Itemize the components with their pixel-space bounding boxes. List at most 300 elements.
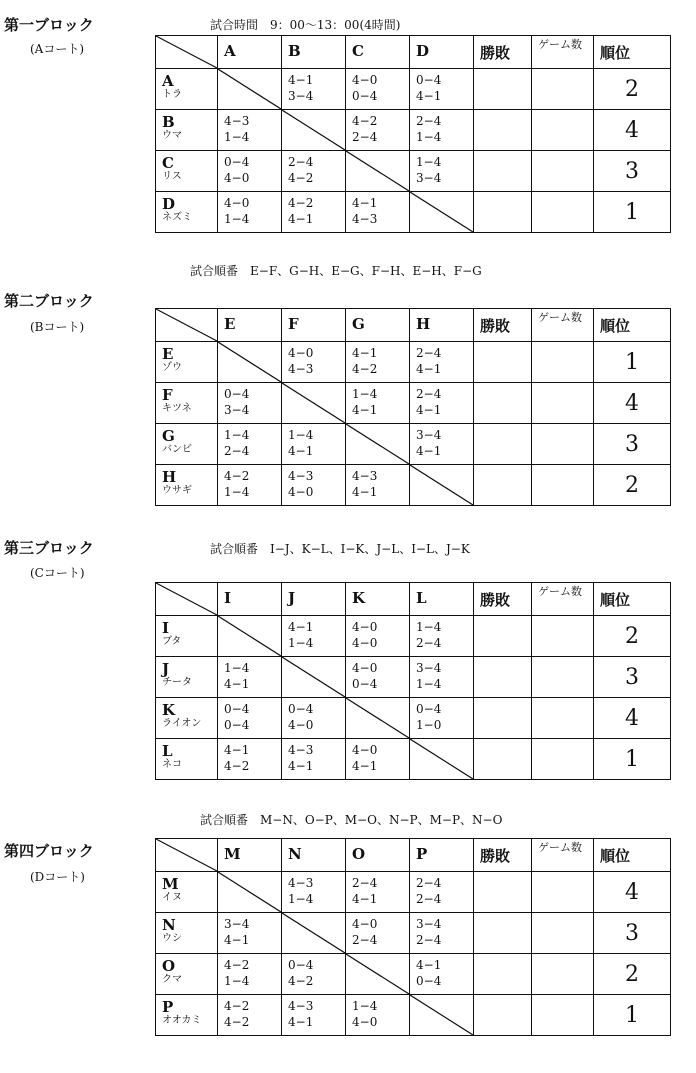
header-label: H: [416, 315, 431, 333]
win-loss-cell: [474, 657, 532, 698]
rank-cell: [594, 698, 671, 739]
team-cell: [156, 110, 218, 151]
team-animal: リス: [162, 171, 182, 182]
team-animal: トラ: [162, 89, 182, 100]
game-count-cell: [532, 995, 594, 1036]
rank-value: 1: [625, 350, 639, 375]
score-cell: [346, 872, 410, 913]
score-cell: [282, 342, 346, 383]
header-label: ゲーム数: [538, 841, 582, 854]
table-row: [156, 192, 671, 233]
team-name: D: [162, 195, 176, 213]
header-win-loss: [474, 309, 532, 342]
header-team-n: [282, 839, 346, 872]
header-rank: [594, 36, 671, 69]
score-value: 4−1 1−4: [288, 620, 314, 650]
team-animal: ライオン: [162, 718, 202, 729]
team-animal: オオカミ: [162, 1015, 202, 1026]
score-cell: [410, 616, 474, 657]
header-win-loss: [474, 839, 532, 872]
score-cell: [346, 69, 410, 110]
score-value: 2−4 4−2: [288, 155, 314, 185]
score-cell: [410, 698, 474, 739]
table-row: [156, 698, 671, 739]
team-name: B: [162, 113, 175, 131]
score-cell: [218, 739, 282, 780]
header-label: ゲーム数: [538, 38, 582, 51]
score-value: 3−4 2−4: [416, 917, 442, 947]
score-value: 4−1 0−4: [416, 958, 442, 988]
score-cell: [410, 342, 474, 383]
win-loss-cell: [474, 995, 532, 1036]
score-cell: [218, 995, 282, 1036]
self-match-cell: [410, 995, 474, 1036]
block-1-court: (Aコート): [30, 42, 85, 56]
header-label: D: [416, 42, 430, 60]
score-value: 3−4 4−1: [416, 428, 442, 458]
rank-value: 3: [625, 665, 639, 690]
score-value: 4−0 2−4: [352, 917, 378, 947]
team-cell: [156, 151, 218, 192]
header-label: 順位: [600, 591, 631, 609]
win-loss-cell: [474, 69, 532, 110]
win-loss-cell: [474, 465, 532, 506]
header-label: I: [224, 589, 232, 607]
self-match-cell: [410, 739, 474, 780]
score-cell: [346, 995, 410, 1036]
team-animal: キツネ: [162, 403, 192, 414]
header-label: B: [288, 42, 301, 60]
score-value: 2−4 1−4: [416, 114, 442, 144]
score-value: 1−4 4−1: [224, 661, 250, 691]
game-count-cell: [532, 616, 594, 657]
header-label: L: [416, 589, 427, 607]
score-cell: [410, 110, 474, 151]
score-cell: [218, 954, 282, 995]
score-cell: [282, 698, 346, 739]
win-loss-cell: [474, 383, 532, 424]
game-count-cell: [532, 657, 594, 698]
rank-value: 3: [625, 921, 639, 946]
score-cell: [218, 151, 282, 192]
block-2-table: [155, 308, 671, 506]
game-count-cell: [532, 69, 594, 110]
block-4-note: 試合順番 M−N、O−P、M−O、N−P、M−P、N−O: [200, 813, 503, 827]
team-cell: [156, 342, 218, 383]
score-value: 4−0 4−1: [352, 743, 378, 773]
self-match-cell: [218, 342, 282, 383]
score-value: 0−4 0−4: [224, 702, 250, 732]
score-cell: [218, 913, 282, 954]
score-value: 4−1 4−2: [224, 743, 250, 773]
table-row: [156, 465, 671, 506]
game-count-cell: [532, 151, 594, 192]
score-value: 4−1 4−2: [352, 346, 378, 376]
score-cell: [346, 657, 410, 698]
self-match-cell: [346, 954, 410, 995]
rank-cell: [594, 110, 671, 151]
score-value: 4−3 1−4: [288, 876, 314, 906]
score-cell: [346, 616, 410, 657]
win-loss-cell: [474, 151, 532, 192]
team-cell: [156, 424, 218, 465]
self-match-cell: [410, 192, 474, 233]
score-value: 4−3 1−4: [224, 114, 250, 144]
team-name: E: [162, 345, 174, 363]
self-match-cell: [346, 151, 410, 192]
game-count-cell: [532, 424, 594, 465]
score-cell: [346, 739, 410, 780]
score-cell: [410, 657, 474, 698]
game-count-cell: [532, 698, 594, 739]
score-cell: [282, 872, 346, 913]
header-label: G: [352, 315, 365, 333]
table-row: [156, 657, 671, 698]
header-game-count: [532, 309, 594, 342]
win-loss-cell: [474, 954, 532, 995]
corner-cell: [156, 309, 218, 342]
score-value: 1−4 2−4: [224, 428, 250, 458]
team-cell: [156, 872, 218, 913]
game-count-cell: [532, 342, 594, 383]
rank-value: 1: [625, 200, 639, 225]
score-cell: [282, 616, 346, 657]
score-value: 4−3 4−1: [288, 999, 314, 1029]
rank-value: 2: [625, 473, 639, 498]
header-label: A: [224, 42, 236, 60]
team-cell: [156, 192, 218, 233]
score-value: 4−0 1−4: [224, 196, 250, 226]
win-loss-cell: [474, 913, 532, 954]
score-value: 0−4 1−0: [416, 702, 442, 732]
score-cell: [282, 192, 346, 233]
header-rank: [594, 839, 671, 872]
corner-cell: [156, 583, 218, 616]
score-cell: [218, 698, 282, 739]
header-label: 順位: [600, 847, 631, 865]
rank-cell: [594, 954, 671, 995]
header-game-count: [532, 36, 594, 69]
table-row: [156, 383, 671, 424]
score-value: 4−0 4−3: [288, 346, 314, 376]
team-animal: ウサギ: [162, 485, 192, 496]
score-value: 4−2 2−4: [352, 114, 378, 144]
win-loss-cell: [474, 698, 532, 739]
score-value: 4−3 4−1: [288, 743, 314, 773]
score-cell: [410, 872, 474, 913]
score-cell: [346, 465, 410, 506]
self-match-cell: [282, 110, 346, 151]
team-cell: [156, 657, 218, 698]
block-4-table: [155, 838, 671, 1036]
block-4-court: (Dコート): [30, 870, 85, 884]
block-1-table: [155, 35, 671, 233]
header-label: 勝敗: [480, 317, 511, 335]
team-name: N: [162, 916, 176, 934]
rank-value: 3: [625, 159, 639, 184]
header-label: 順位: [600, 44, 631, 62]
team-animal: クマ: [162, 974, 182, 985]
table-row: [156, 913, 671, 954]
block-3-title: 第三ブロック: [4, 539, 94, 557]
header-label: 勝敗: [480, 591, 511, 609]
header-team-k: [346, 583, 410, 616]
score-cell: [218, 465, 282, 506]
score-cell: [218, 424, 282, 465]
score-cell: [282, 739, 346, 780]
table-row: [156, 616, 671, 657]
self-match-cell: [346, 698, 410, 739]
team-cell: [156, 616, 218, 657]
block-3-note: 試合順番 I−J、K−L、I−K、J−L、I−L、J−K: [210, 542, 470, 556]
header-label: M: [224, 845, 241, 863]
win-loss-cell: [474, 424, 532, 465]
corner-cell: [156, 839, 218, 872]
header-team-m: [218, 839, 282, 872]
score-cell: [282, 954, 346, 995]
score-value: 1−4 4−1: [288, 428, 314, 458]
score-value: 4−2 4−2: [224, 999, 250, 1029]
score-value: 4−3 4−1: [352, 469, 378, 499]
score-value: 4−3 4−0: [288, 469, 314, 499]
team-cell: [156, 913, 218, 954]
team-animal: ネズミ: [162, 212, 192, 223]
team-name: P: [162, 998, 174, 1016]
header-team-f: [282, 309, 346, 342]
rank-value: 4: [625, 118, 639, 143]
rank-cell: [594, 872, 671, 913]
game-count-cell: [532, 192, 594, 233]
score-value: 4−2 1−4: [224, 469, 250, 499]
score-value: 4−0 4−0: [352, 620, 378, 650]
self-match-cell: [218, 872, 282, 913]
header-team-g: [346, 309, 410, 342]
score-cell: [346, 342, 410, 383]
team-cell: [156, 698, 218, 739]
score-value: 0−4 3−4: [224, 387, 250, 417]
score-value: 4−1 4−3: [352, 196, 378, 226]
team-name: L: [162, 742, 173, 760]
header-label: 勝敗: [480, 847, 511, 865]
game-count-cell: [532, 739, 594, 780]
game-count-cell: [532, 465, 594, 506]
score-cell: [346, 192, 410, 233]
rank-value: 1: [625, 747, 639, 772]
score-value: 0−4 4−1: [416, 73, 442, 103]
header-label: 勝敗: [480, 44, 511, 62]
rank-value: 4: [625, 880, 639, 905]
header-team-b: [282, 36, 346, 69]
header-label: P: [416, 845, 428, 863]
header-label: K: [352, 589, 366, 607]
score-cell: [410, 424, 474, 465]
team-cell: [156, 383, 218, 424]
rank-value: 3: [625, 432, 639, 457]
rank-cell: [594, 465, 671, 506]
table-row: [156, 954, 671, 995]
win-loss-cell: [474, 192, 532, 233]
self-match-cell: [218, 69, 282, 110]
score-value: 4−1 3−4: [288, 73, 314, 103]
header-team-e: [218, 309, 282, 342]
header-team-a: [218, 36, 282, 69]
score-cell: [410, 913, 474, 954]
score-value: 1−4 2−4: [416, 620, 442, 650]
self-match-cell: [282, 383, 346, 424]
score-value: 4−2 1−4: [224, 958, 250, 988]
header-win-loss: [474, 583, 532, 616]
team-cell: [156, 739, 218, 780]
score-value: 1−4 4−1: [352, 387, 378, 417]
rank-value: 2: [625, 962, 639, 987]
rank-cell: [594, 383, 671, 424]
block-4-title: 第四ブロック: [4, 842, 94, 860]
self-match-cell: [282, 913, 346, 954]
score-value: 4−0 0−4: [352, 73, 378, 103]
block-2-title: 第二ブロック: [4, 292, 94, 310]
win-loss-cell: [474, 872, 532, 913]
header-label: C: [352, 42, 364, 60]
win-loss-cell: [474, 739, 532, 780]
team-animal: ウマ: [162, 130, 182, 141]
rank-cell: [594, 192, 671, 233]
table-row: [156, 110, 671, 151]
header-label: E: [224, 315, 236, 333]
team-name: M: [162, 875, 179, 893]
score-cell: [218, 383, 282, 424]
win-loss-cell: [474, 110, 532, 151]
team-animal: ゾウ: [162, 362, 182, 373]
score-cell: [218, 192, 282, 233]
rank-value: 2: [625, 77, 639, 102]
team-name: A: [162, 72, 174, 90]
team-cell: [156, 995, 218, 1036]
team-cell: [156, 465, 218, 506]
team-name: F: [162, 386, 173, 404]
header-team-l: [410, 583, 474, 616]
score-cell: [346, 383, 410, 424]
header-label: F: [288, 315, 299, 333]
header-team-j: [282, 583, 346, 616]
win-loss-cell: [474, 342, 532, 383]
header-label: 順位: [600, 317, 631, 335]
table-row: [156, 739, 671, 780]
game-count-cell: [532, 872, 594, 913]
score-value: 2−4 4−1: [416, 346, 442, 376]
score-cell: [218, 110, 282, 151]
score-value: 1−4 3−4: [416, 155, 442, 185]
table-row: [156, 995, 671, 1036]
table-row: [156, 151, 671, 192]
rank-cell: [594, 913, 671, 954]
score-value: 0−4 4−0: [288, 702, 314, 732]
team-name: H: [162, 468, 177, 486]
header-win-loss: [474, 36, 532, 69]
score-cell: [410, 69, 474, 110]
header-label: ゲーム数: [538, 585, 582, 598]
header-label: O: [352, 845, 366, 863]
score-cell: [410, 383, 474, 424]
header-game-count: [532, 583, 594, 616]
score-cell: [282, 995, 346, 1036]
team-animal: バンビ: [162, 444, 192, 455]
rank-value: 1: [625, 1003, 639, 1028]
header-label: J: [288, 589, 296, 607]
team-animal: ウシ: [162, 933, 182, 944]
corner-cell: [156, 36, 218, 69]
header-label: ゲーム数: [538, 311, 582, 324]
team-name: G: [162, 427, 175, 445]
game-count-cell: [532, 954, 594, 995]
rank-cell: [594, 616, 671, 657]
team-name: C: [162, 154, 174, 172]
header-game-count: [532, 839, 594, 872]
block-2-court: (Bコート): [30, 320, 85, 334]
score-value: 4−0 0−4: [352, 661, 378, 691]
team-cell: [156, 69, 218, 110]
self-match-cell: [282, 657, 346, 698]
game-count-cell: [532, 110, 594, 151]
block-3-court: (Cコート): [30, 566, 85, 580]
rank-value: 4: [625, 706, 639, 731]
rank-cell: [594, 424, 671, 465]
rank-value: 2: [625, 624, 639, 649]
self-match-cell: [346, 424, 410, 465]
block-1-title: 第一ブロック: [4, 16, 94, 34]
rank-value: 4: [625, 391, 639, 416]
team-animal: ネコ: [162, 759, 182, 770]
team-name: I: [162, 619, 170, 637]
score-value: 4−2 4−1: [288, 196, 314, 226]
score-cell: [410, 151, 474, 192]
team-cell: [156, 954, 218, 995]
score-cell: [282, 424, 346, 465]
score-cell: [282, 465, 346, 506]
rank-cell: [594, 151, 671, 192]
score-cell: [218, 657, 282, 698]
score-value: 0−4 4−0: [224, 155, 250, 185]
score-value: 0−4 4−2: [288, 958, 314, 988]
score-cell: [410, 954, 474, 995]
score-value: 2−4 4−1: [352, 876, 378, 906]
score-value: 3−4 1−4: [416, 661, 442, 691]
header-team-c: [346, 36, 410, 69]
header-rank: [594, 583, 671, 616]
self-match-cell: [410, 465, 474, 506]
table-row: [156, 872, 671, 913]
team-animal: チータ: [162, 677, 192, 688]
rank-cell: [594, 995, 671, 1036]
score-cell: [282, 69, 346, 110]
game-count-cell: [532, 383, 594, 424]
game-count-cell: [532, 913, 594, 954]
rank-cell: [594, 342, 671, 383]
score-cell: [282, 151, 346, 192]
score-value: 3−4 4−1: [224, 917, 250, 947]
table-row: [156, 69, 671, 110]
rank-cell: [594, 69, 671, 110]
win-loss-cell: [474, 616, 532, 657]
block-2-note: 試合順番 E−F、G−H、E−G、F−H、E−H、F−G: [190, 264, 482, 278]
rank-cell: [594, 739, 671, 780]
score-value: 1−4 4−0: [352, 999, 378, 1029]
team-animal: ブタ: [162, 636, 182, 647]
score-value: 2−4 2−4: [416, 876, 442, 906]
header-team-d: [410, 36, 474, 69]
header-team-p: [410, 839, 474, 872]
header-label: N: [288, 845, 302, 863]
self-match-cell: [218, 616, 282, 657]
